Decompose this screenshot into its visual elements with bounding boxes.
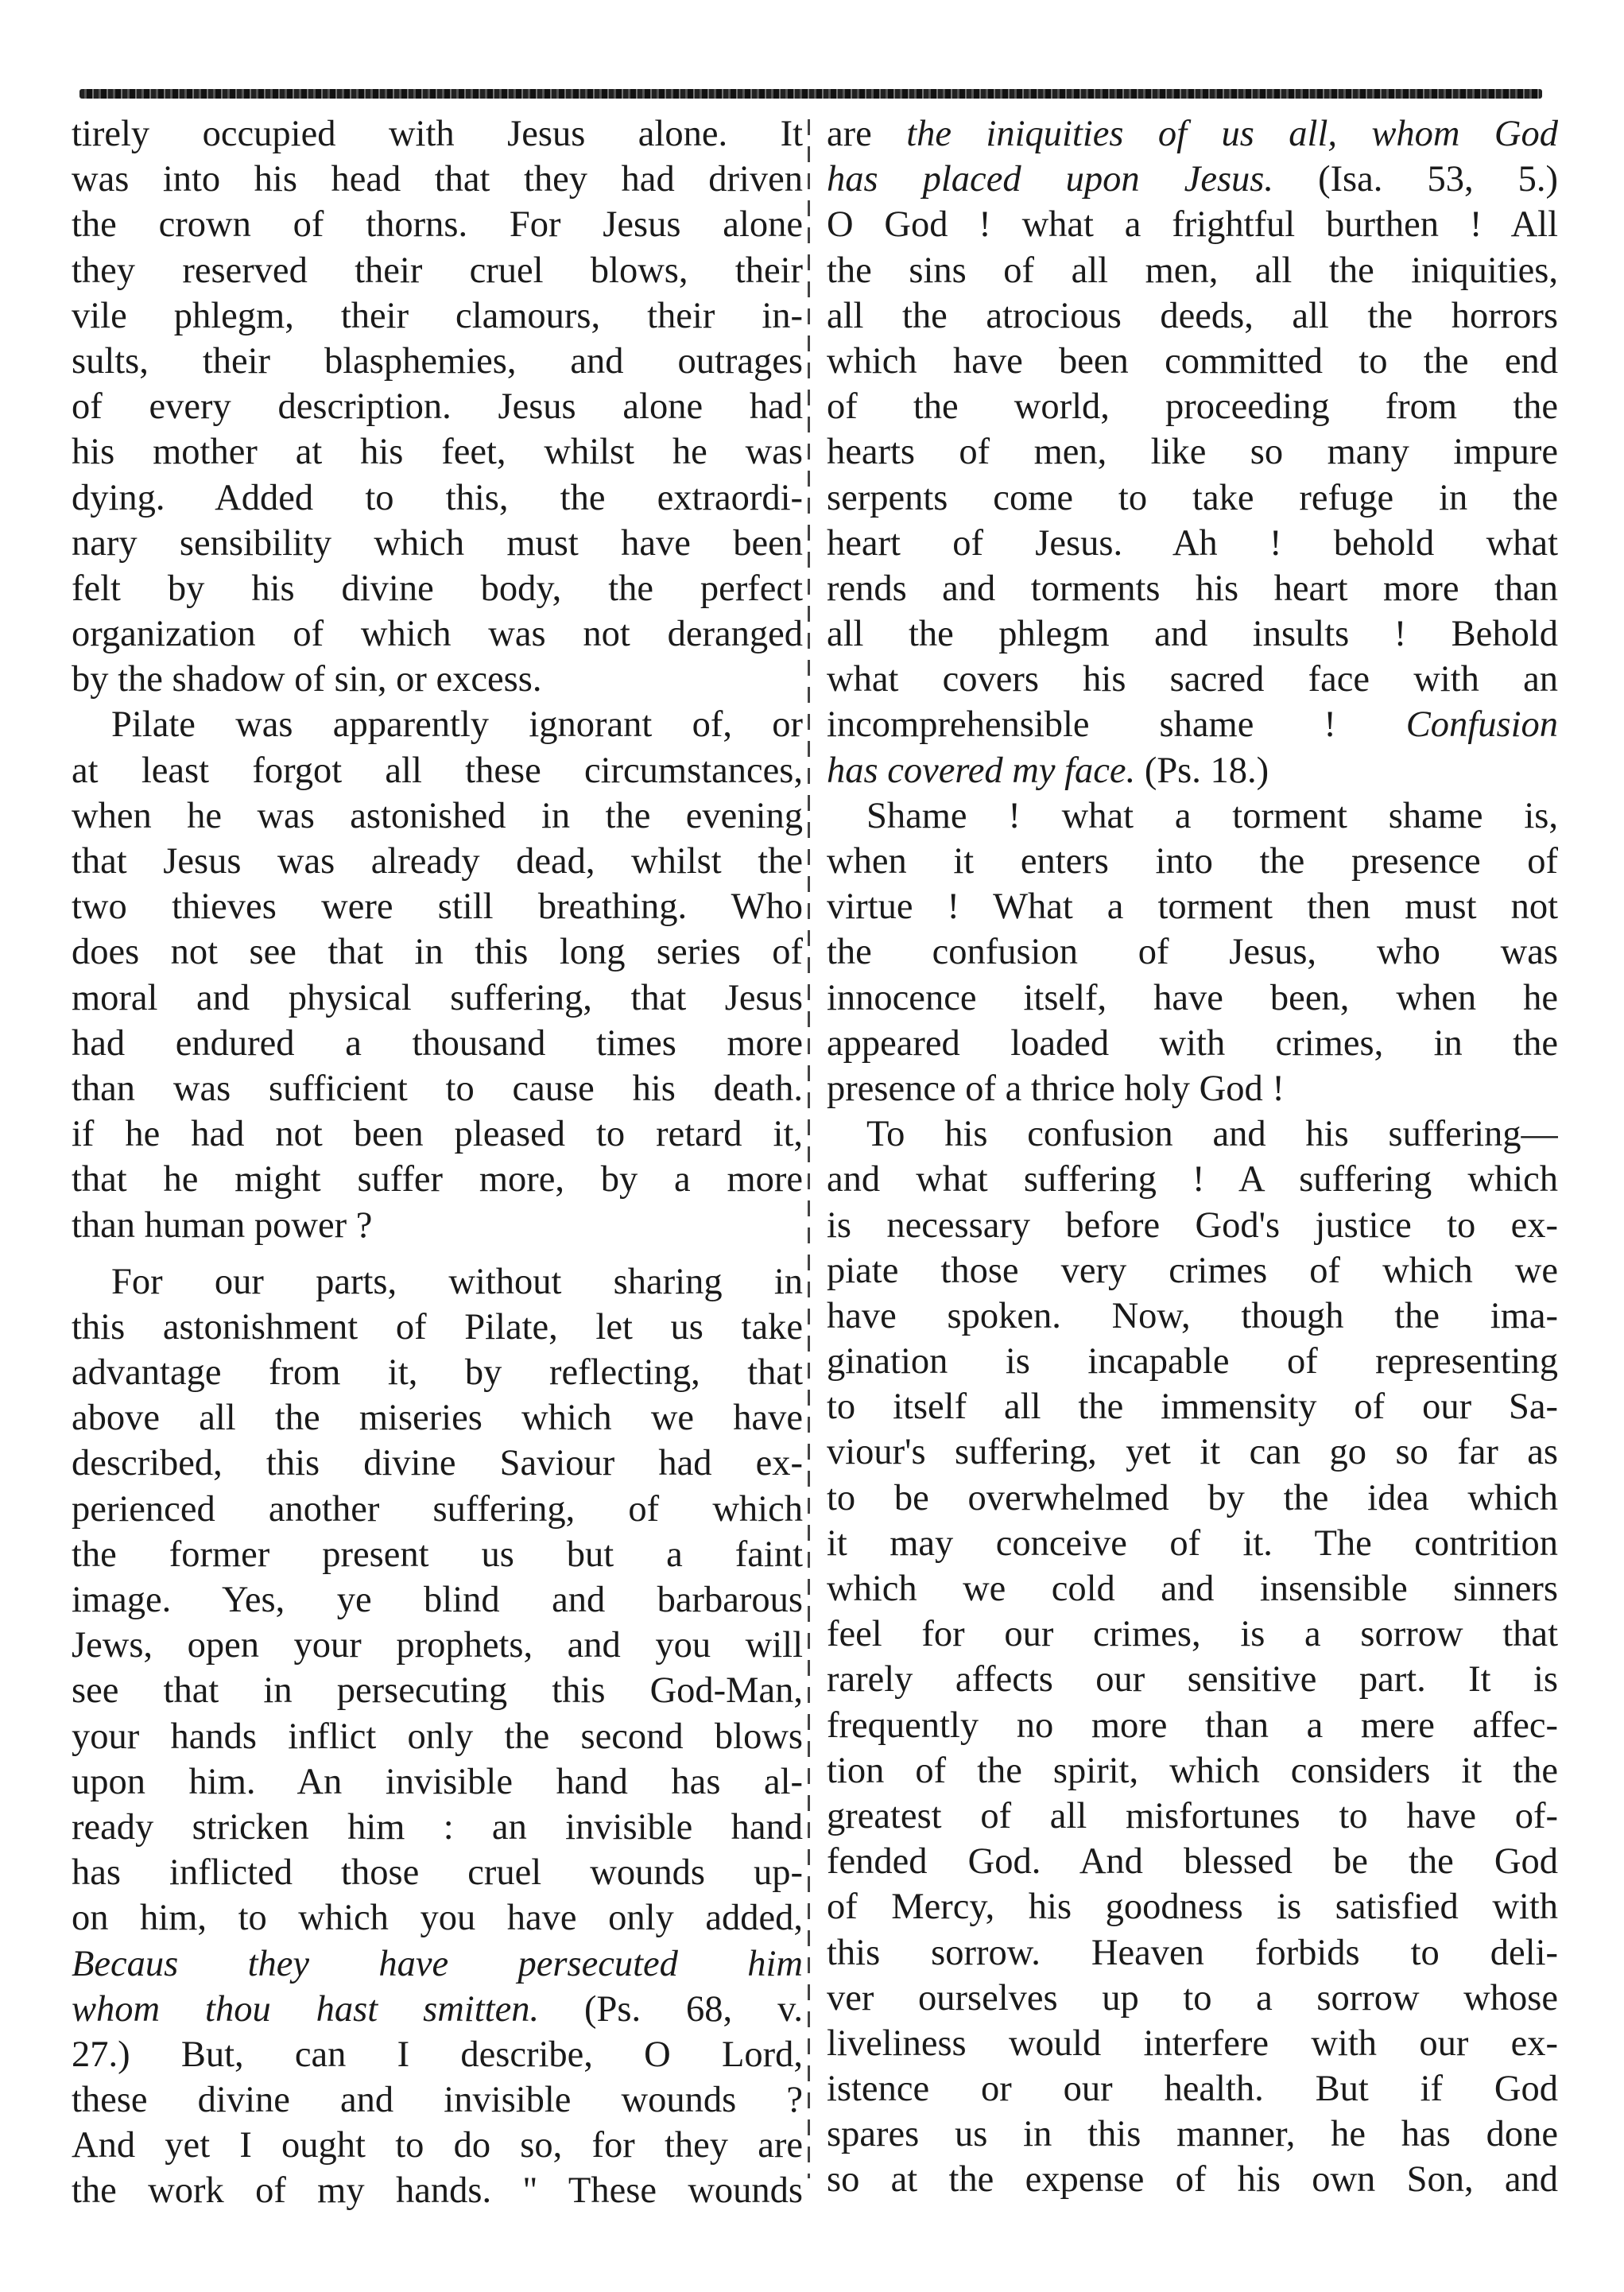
text-line: is necessary before God's justice to ex- [827,1204,1558,1246]
text-line [72,1248,803,1259]
text-line: hearts of men, like so many impure [827,432,1558,473]
italic-text: the iniquities of us all, whom God [906,114,1558,154]
text-line: tion of the spirit, which considers it the [827,1750,1558,1791]
text-line [72,1941,803,1987]
text-line: image. Yes, ye blind and barbarous [72,1580,803,1620]
text-line [827,157,1558,202]
text-line: of Mercy, his goodness is satisfied with [827,1887,1558,1928]
text-line: istence or our health. But if God [827,2069,1558,2110]
text-line: have spoken. Now, though the ima- [827,1295,1558,1336]
text-line: piate those very crimes of which we [827,1250,1558,1291]
text-line: which we cold and insensible sinners [827,1569,1558,1609]
text-line: sults, their blasphemies, and outrages [72,340,803,382]
text-line: see that in persecuting this God-Man, [72,1670,803,1712]
italic-text: Confusion [1405,704,1558,746]
column-divider [808,119,810,2178]
citation-text: (Isa. 53, 5.) [1273,159,1558,200]
text-line: which have been committed to the end [827,340,1558,382]
text-line: and what suffering ! A suffering which [827,1159,1558,1200]
text-line: feel for our crimes, is a sorrow that [827,1614,1558,1655]
text-line: serpents come to take refuge in the [827,477,1558,518]
text-line: to itself all the immensity of our Sa- [827,1386,1558,1428]
text-line: at least forgot all these circumstances, [72,750,803,791]
text-line: these divine and invisible wounds ? [72,2080,803,2121]
text-line: two thieves were still breathing. Who [72,886,803,928]
italic-text: has covered my face. [827,750,1136,791]
header-rule [79,89,1542,99]
text-line: virtue ! What a torment then must not [827,886,1558,928]
text-line: For our parts, without sharing in [111,1261,803,1302]
text-line: greatest of all misfortunes to have of- [827,1795,1558,1836]
text-line: tirely occupied with Jesus alone. It [72,114,803,154]
text-line: gination is incapable of representing [827,1341,1558,1383]
text-line: heart of Jesus. Ah ! behold what [827,522,1558,564]
text-line: advantage from it, by reflecting, that [72,1352,803,1394]
text-line: 27.) But, can I describe, O Lord, [72,2034,803,2075]
text-line: innocence itself, have been, when he [827,977,1558,1018]
text-line: was into his head that they had driven [72,159,803,200]
text-line: organization of which was not deranged [72,614,803,655]
text-line: when it enters into the presence of [827,841,1558,882]
text-line: And yet I ought to do so, for they are [72,2125,803,2166]
text-line: felt by his divine body, the perfect [72,568,803,609]
text-line: all the atrocious deeds, all the horrors [827,295,1558,336]
text-line: rends and torments his heart more than [827,568,1558,609]
text-line: has inflicted those cruel wounds up- [72,1852,803,1894]
text-line: the crown of thorns. For Jesus alone [72,204,803,246]
text-line [827,702,1558,747]
text-line: dying. Added to this, the extraordi- [72,477,803,518]
text-line: Pilate was apparently ignorant of, or [111,704,803,746]
text-line: frequently no more than a mere affec- [827,1704,1558,1746]
italic-text: Becaus they have persecuted him [72,1943,803,1984]
text-line: viour's suffering, yet it can go so far as [827,1432,1558,1473]
text-line: his mother at his feet, whilst he was [72,432,803,473]
text-line: upon him. An invisible hand has al- [72,1761,803,1802]
citation-text: (Ps. 68, v. [539,1988,803,2030]
text-line: if he had not been pleased to retard it, [72,1114,803,1155]
text-line: Shame ! what a torment shame is, [866,795,1558,836]
text-line: O God ! what a frightful burthen ! All [827,204,1558,246]
text-line: it may conceive of it. The contrition [827,1522,1558,1564]
text-line: that he might suffer more, by a more [72,1159,803,1200]
text-line: had endured a thousand times more [72,1022,803,1064]
text-line: does not see that in this long series of [72,932,803,973]
text-line: this sorrow. Heaven forbids to deli- [827,1932,1558,1973]
text-line: of every description. Jesus alone had [72,386,803,428]
text-line: the former present us but a faint [72,1534,803,1575]
left-column [72,111,803,2214]
right-column [827,111,1558,2203]
text-line [72,1987,803,2032]
text-line: of the world, proceeding from the [827,386,1558,428]
text-line: the sins of all men, all the iniquities, [827,250,1558,291]
text-line: the work of my hands. " These wounds [72,2170,803,2212]
text-line: when he was astonished in the evening [72,795,803,836]
text-line: presence of a thrice holy God ! [827,1068,1285,1109]
text-line: spares us in this manner, he has done [827,2114,1558,2155]
text-line: than was sufficient to cause his death. [72,1068,803,1109]
text-line: than human power ? [72,1204,373,1246]
text-line: above all the miseries which we have [72,1398,803,1439]
text-line: Jews, open your prophets, and you will [72,1625,803,1666]
text-line: perienced another suffering, of which [72,1488,803,1530]
text-line: described, this divine Saviour had ex- [72,1443,803,1484]
text-line: fended God. And blessed be the God [827,1841,1558,1883]
citation-text: (Ps. 18.) [1135,750,1269,791]
text-line: nary sensibility which must have been [72,522,803,564]
text-line: rarely affects our sensitive part. It is [827,1659,1558,1701]
text-line [827,111,1558,157]
italic-text: whom thou hast smitten. [72,1988,540,2030]
text-line: ready stricken him : an invisible hand [72,1806,803,1848]
text-line: all the phlegm and insults ! Behold [827,614,1558,655]
text-line: moral and physical suffering, that Jesus [72,977,803,1018]
text-line: ver ourselves up to a sorrow whose [827,1977,1558,2019]
text-line: this astonishment of Pilate, let us take [72,1306,803,1348]
text-line: what covers his sacred face with an [827,659,1558,700]
text-line: on him, to which you have only added, [72,1898,803,1939]
text-line: vile phlegm, their clamours, their in- [72,295,803,336]
text-line: that Jesus was already dead, whilst the [72,841,803,882]
text-line: by the shadow of sin, or excess. [72,659,542,700]
text-line: to be overwhelmed by the idea which [827,1477,1558,1518]
text-line: they reserved their cruel blows, their [72,250,803,291]
italic-text: has placed upon Jesus. [827,159,1274,200]
text-line: To his confusion and his suffering— [866,1114,1558,1155]
plain-text: are [827,114,907,154]
text-line: appeared loaded with crimes, in the [827,1022,1558,1064]
text-line: the confusion of Jesus, who was [827,932,1558,973]
text-line: so at the expense of his own Son, and [827,2159,1558,2201]
text-line: liveliness would interfere with our ex- [827,2022,1558,2064]
text-line: your hands inflict only the second blows [72,1716,803,1757]
text-line [827,748,1558,793]
plain-text: incomprehensible shame ! [827,704,1406,746]
running-head [715,32,954,64]
